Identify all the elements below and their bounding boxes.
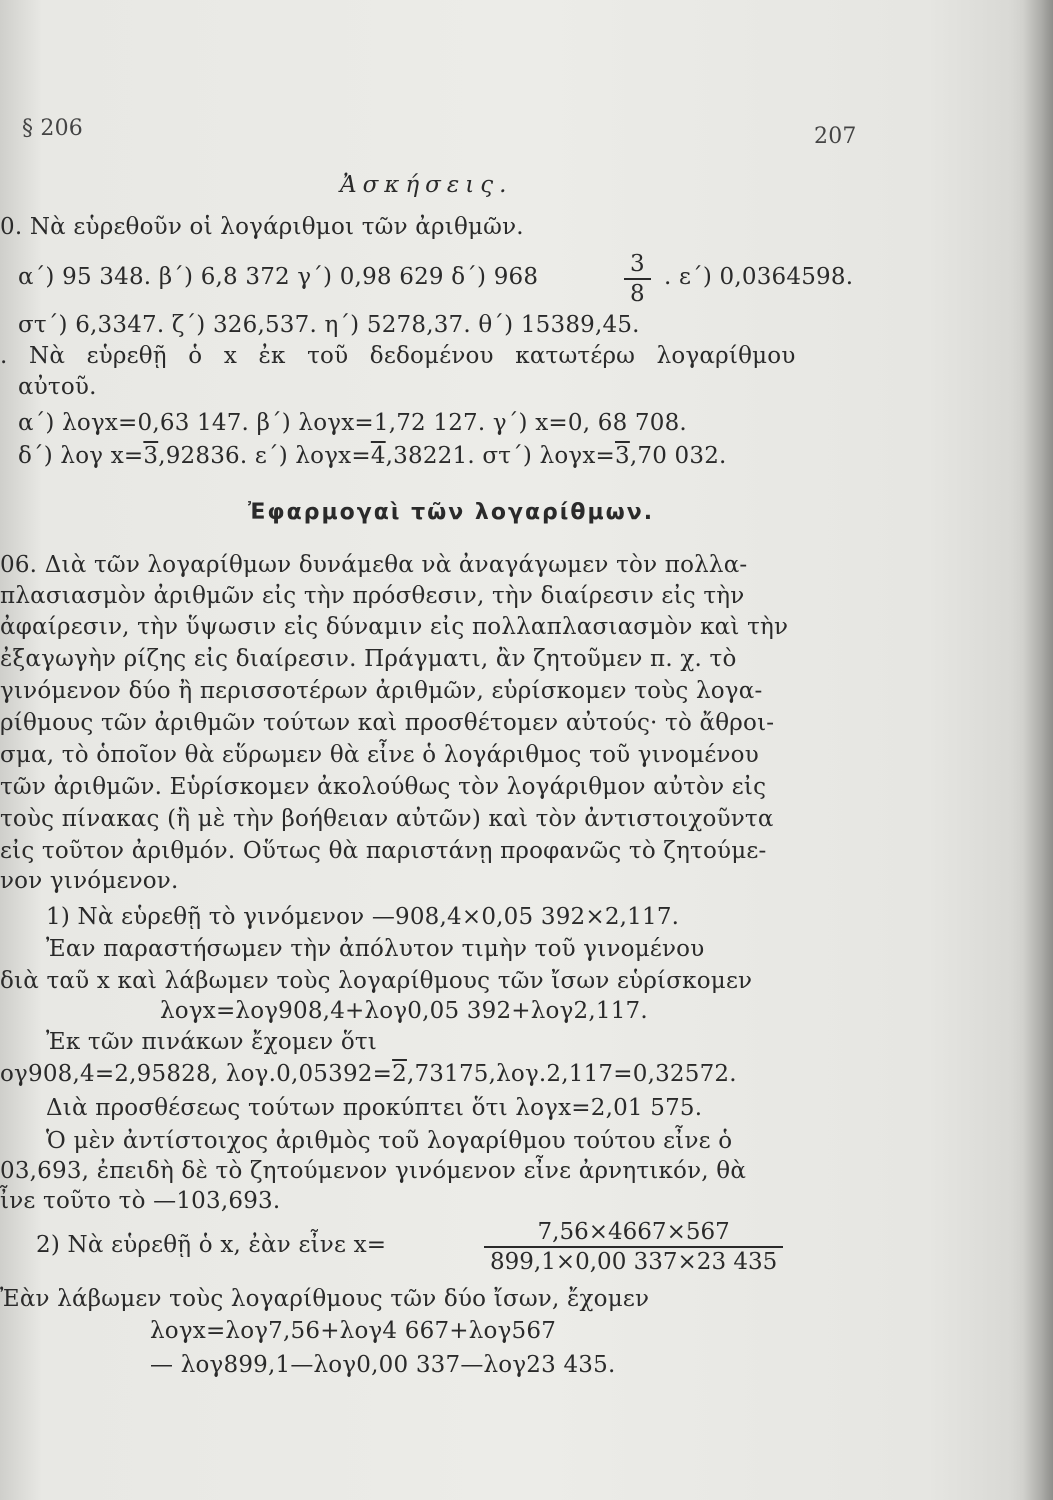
paragraph-line-5: γινόμενον δύο ἢ περισσοτέρων ἀριθμῶν, εὑρίσκομεν τοὺς λογα- — [0, 678, 763, 704]
exercise-2-items-1: α΄) λογx=0,63 147. β΄) λογx=1,72 127. γ΄) x=0, 68 708. — [18, 410, 687, 436]
paragraph-line-2: πλασιασμὸν ἀριθμῶν εἰς τὴν πρόσθεσιν, τὴν διαίρεσιν εἰς τὴν — [0, 583, 745, 609]
example-2-line-2: Ἐὰν λάβωμεν τοὺς λογαρίθμους τῶν δύο ἴσων, ἔχομεν — [0, 1286, 650, 1312]
exercise-1-prompt: 0. Νὰ εὑρεθοῦν οἱ λογάριθμοι τῶν ἀριθμῶν. — [0, 214, 524, 240]
bar-digit: 3 — [143, 443, 159, 469]
exercise-2-items-2 — [18, 441, 727, 471]
fraction-denominator: 8 — [624, 278, 651, 308]
bar-digit: 4 — [370, 443, 386, 469]
exercise-1-line-1 — [18, 262, 538, 292]
paragraph-line-9: τοὺς πίνακας (ἢ μὲ τὴν βοήθειαν αὐτῶν) καὶ τὸν ἀντιστοιχοῦντα — [0, 806, 774, 832]
example-1-line-8: Ὁ μὲν ἀντίστοιχος ἀριθμὸς τοῦ λογαρίθμου τούτου εἶνε ὁ — [46, 1128, 733, 1154]
bar-digit: 2 — [392, 1061, 407, 1087]
example-2-line-4: — λογ899,1—λογ0,00 337—λογ23 435. — [150, 1352, 616, 1378]
bar-digit: 3 — [615, 443, 630, 469]
exercise-2-item-st: ,38221. στ΄) λογx= — [385, 443, 615, 469]
example-1-line-2: Ἐαν παραστήσωμεν τὴν ἀπόλυτον τιμὴν τοῦ γινομένου — [46, 936, 705, 962]
paragraph-line-4: ἐξαγωγὴν ρίζης εἰς διαίρεσιν. Πράγματι, ἂν ζητοῦμεν π. χ. τὸ — [0, 646, 737, 672]
fraction-numerator: 7,56×4667×567 — [537, 1219, 730, 1245]
example-1-line-1: 1) Νὰ εὑρεθῇ τὸ γινόμενον —908,4×0,05 392×2,117. — [46, 904, 680, 930]
exercise-1-items-a: α΄) 95 348. β΄) 6,8 372 γ΄) 0,98 629 δ΄) 968 — [18, 264, 539, 290]
paragraph-line-10: εἰς τοῦτον ἀριθμόν. Οὕτως θὰ παριστάνῃ προφανῶς τὸ ζητούμε- — [0, 838, 767, 864]
paragraph-line-1: 06. Διὰ τῶν λογαρίθμων δυνάμεθα νὰ ἀναγάγωμεν τὸν πολλα- — [0, 552, 748, 578]
example-1-line-3: διὰ ταῦ x καὶ λάβωμεν τοὺς λογαρίθμους τῶν ἴσων εὑρίσκομεν — [0, 968, 753, 994]
exercise-1-items-end: . ε΄) 0,0364598. — [664, 264, 854, 290]
exercise-2-prompt-cont: αὐτοῦ. — [18, 374, 97, 400]
fraction-numerator: 3 — [630, 251, 645, 277]
example-2-line-3: λογx=λογ7,56+λογ4 667+λογ567 — [150, 1318, 557, 1344]
example-2-line-1: 2) Νὰ εὑρεθῇ ὁ x, ἐὰν εἶνε x= — [36, 1232, 387, 1258]
example-1-line-9: 03,693, ἐπειδὴ δὲ τὸ ζητούμενον γινόμενον εἶνε ἀρνητικόν, θὰ — [0, 1158, 747, 1184]
paragraph-line-6: ρίθμους τῶν ἀριθμῶν τούτων καὶ προσθέτομεν αὐτούς· τὸ ἄθροι- — [0, 710, 775, 736]
page-edge-shadow — [1023, 0, 1053, 1500]
fraction-three-eighths — [624, 250, 651, 308]
example-1-line-4: λογx=λογ908,4+λογ0,05 392+λογ2,117. — [160, 998, 648, 1024]
page-number: 207 — [814, 124, 857, 149]
example-1-line-10: ἶνε τοῦτο τὸ —103,693. — [0, 1188, 281, 1214]
exercise-2-item-e: ,92836. ε΄) λογx= — [158, 443, 371, 469]
exercises-title: Ἀσκήσεις. — [340, 172, 513, 198]
paragraph-line-7: σμα, τὸ ὁποῖον θὰ εὕρωμεν θὰ εἶνε ὁ λογάριθμος τοῦ γινομένου — [0, 742, 759, 768]
applications-title: Ἐφαρμογαὶ τῶν λογαρίθμων. — [248, 500, 655, 525]
paragraph-line-3: ἀφαίρεσιν, τὴν ὕψωσιν εἰς δύναμιν εἰς πολλαπλασιασμὸν καὶ τὴν — [0, 614, 789, 640]
example-1-line-6-a: ογ908,4=2,95828, λογ.0,05392= — [0, 1061, 393, 1087]
fraction-denominator: 899,1×0,00 337×23 435 — [484, 1246, 783, 1276]
paragraph-line-8: τῶν ἀριθμῶν. Εὑρίσκομεν ἀκολούθως τὸν λογάριθμον αὐτὸν εἰς — [0, 774, 767, 800]
exercise-1-line-2: στ΄) 6,3347. ζ΄) 326,537. η΄) 5278,37. θ΄) 15389,45. — [18, 312, 640, 338]
section-reference: § 206 — [22, 116, 83, 141]
exercise-2-item-d: δ΄) λογ x= — [18, 443, 144, 469]
paragraph-line-11: νον γινόμενον. — [0, 868, 179, 894]
example-1-line-6-b: ,73175,λογ.2,117=0,32572. — [406, 1061, 737, 1087]
example-1-line-6 — [0, 1059, 737, 1089]
example-2-fraction — [484, 1218, 783, 1276]
example-1-line-7: Διὰ προσθέσεως τούτων προκύπτει ὅτι λογx=2,01 575. — [46, 1095, 703, 1121]
example-1-line-5: Ἐκ τῶν πινάκων ἔχομεν ὅτι — [46, 1029, 378, 1055]
exercise-2-prompt: . Νὰ εὑρεθῇ ὁ x ἐκ τοῦ δεδομένου κατωτέρω λογαρίθμου — [0, 343, 796, 369]
exercise-2-item-end: ,70 032. — [629, 443, 727, 469]
